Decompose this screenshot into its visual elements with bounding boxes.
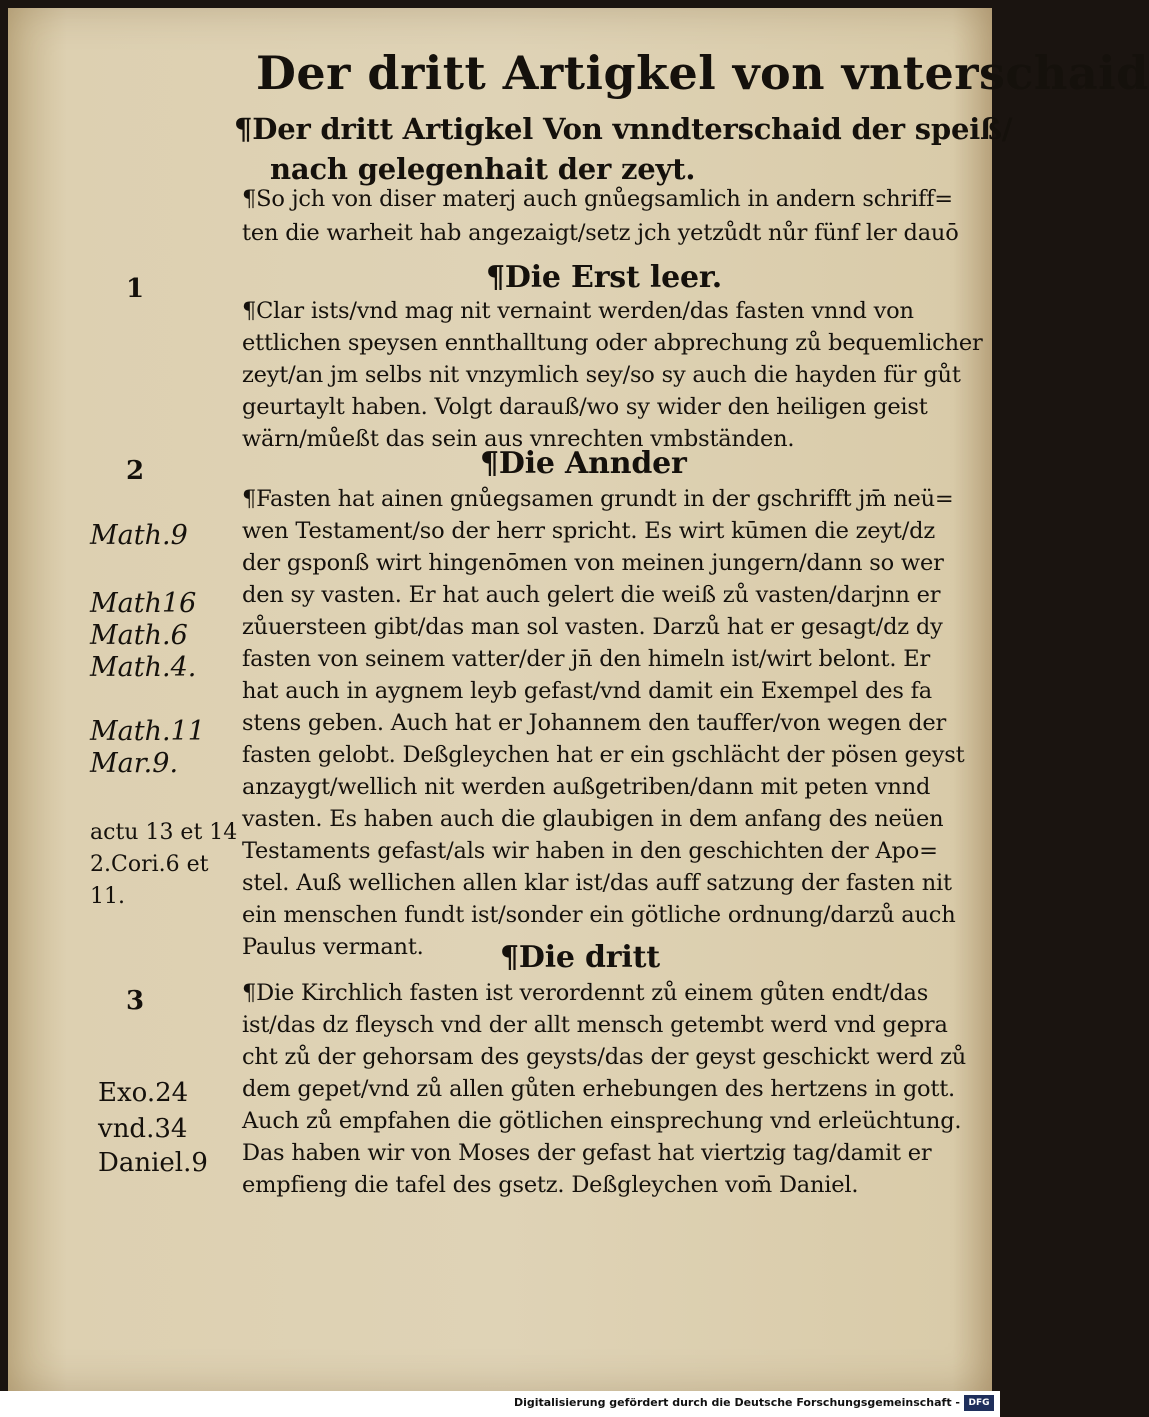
running-header: Der dritt Artigkel von vnterschaid [256, 46, 1149, 100]
body-line: dem gepet/vnd zů allen gůten erhebungen des hertzens in gott. [242, 1076, 956, 1102]
section-heading: ¶Die Erst leer. [486, 260, 722, 295]
chapter-title-line-2: nach gelegenhait der zeyt. [270, 152, 696, 186]
section-number: 1 [126, 274, 145, 304]
body-line: ein menschen fundt ist/sonder ein götliche ordnung/darzů auch [242, 902, 956, 928]
section-number: 3 [126, 986, 145, 1016]
margin-reference: 11. [90, 884, 125, 909]
dfg-logo: DFG [964, 1395, 994, 1411]
body-line: vasten. Es haben auch die glaubigen in dem anfang des neüen [242, 806, 944, 832]
body-line: wen Testament/so der herr spricht. Es wirt kūmen die zeyt/dz [242, 518, 936, 544]
margin-reference: Daniel.9 [98, 1148, 208, 1178]
body-line: ¶Clar ists/vnd mag nit vernaint werden/das fasten vnnd von [242, 298, 914, 324]
margin-reference: 2.Cori.6 et [90, 852, 209, 877]
body-line: stel. Auß wellichen allen klar ist/das auff satzung der fasten nit [242, 870, 952, 896]
section-heading: ¶Die dritt [500, 940, 660, 975]
chapter-title-line-1: ¶Der dritt Artigkel Von vnndterschaid der speiß/ [234, 112, 1013, 146]
margin-reference: Math.11 [90, 716, 205, 747]
body-line: Das haben wir von Moses der gefast hat viertzig tag/damit er [242, 1140, 932, 1166]
body-line: fasten von seinem vatter/der jn̄ den himeln ist/wirt belont. Er [242, 646, 931, 672]
section-heading: ¶Die Annder [480, 446, 687, 481]
intro-line: ¶So jch von diser materj auch gnůegsamlich in andern schriff= [242, 186, 953, 212]
body-line: zůuersteen gibt/das man sol vasten. Darzů hat er gesagt/dz dy [242, 614, 943, 640]
body-line: ¶Fasten hat ainen gnůegsamen grundt in der gschrifft jm̄ neü= [242, 486, 954, 512]
footer-bar [0, 1391, 1000, 1417]
margin-reference: Math.9 [90, 520, 188, 551]
margin-reference: vnd.34 [98, 1114, 188, 1144]
body-line: hat auch in aygnem leyb gefast/vnd damit ein Exempel des fa [242, 678, 932, 704]
body-line: wärn/můeßt das sein aus vnrechten vmbständen. [242, 426, 795, 452]
body-line: empfieng die tafel des gsetz. Deßgleychen vom̄ Daniel. [242, 1172, 859, 1198]
section-number: 2 [126, 456, 145, 486]
funding-credit: Digitalisierung gefördert durch die Deutsche Forschungsgemeinschaft - [513, 1396, 960, 1409]
body-line: Paulus vermant. [242, 934, 424, 960]
body-line: ettlichen speysen ennthalltung oder abprechung zů bequemlicher [242, 330, 983, 356]
margin-reference: Math.6 [90, 620, 188, 651]
body-line: Testaments gefast/als wir haben in den geschichten der Apo= [242, 838, 938, 864]
margin-reference: Math16 [90, 588, 197, 619]
book-page [8, 8, 1149, 1391]
margin-reference: Mar.9. [90, 748, 179, 779]
body-line: stens geben. Auch hat er Johannem den tauffer/von wegen der [242, 710, 947, 736]
margin-reference: actu 13 et 14 [90, 820, 238, 845]
body-line: ist/das dz fleysch vnd der allt mensch getembt werd vnd gepra [242, 1012, 948, 1038]
body-line: fasten gelobt. Deßgleychen hat er ein gschlächt der pösen geyst [242, 742, 965, 768]
body-line: zeyt/an jm selbs nit vnzymlich sey/so sy auch die hayden für gůt [242, 362, 961, 388]
body-line: der gsponß wirt hingenōmen von meinen jungern/dann so wer [242, 550, 944, 576]
body-line: den sy vasten. Er hat auch gelert die weiß zů vasten/darjnn er [242, 582, 941, 608]
margin-reference: Math.4. [90, 652, 197, 683]
intro-line: ten die warheit hab angezaigt/setz jch yetzůdt nůr fünf ler dauō [242, 220, 959, 246]
body-line: ¶Die Kirchlich fasten ist verordennt zů einem gůten endt/das [242, 980, 929, 1006]
body-line: geurtaylt haben. Volgt darauß/wo sy wider den heiligen geist [242, 394, 928, 420]
body-line: Auch zů empfahen die götlichen einsprechung vnd erleüchtung. [242, 1108, 962, 1134]
body-line: cht zů der gehorsam des geysts/das der geyst geschickt werd zů [242, 1044, 967, 1070]
margin-reference: Exo.24 [98, 1078, 189, 1108]
body-line: anzaygt/wellich nit werden außgetriben/dann mit peten vnnd [242, 774, 931, 800]
